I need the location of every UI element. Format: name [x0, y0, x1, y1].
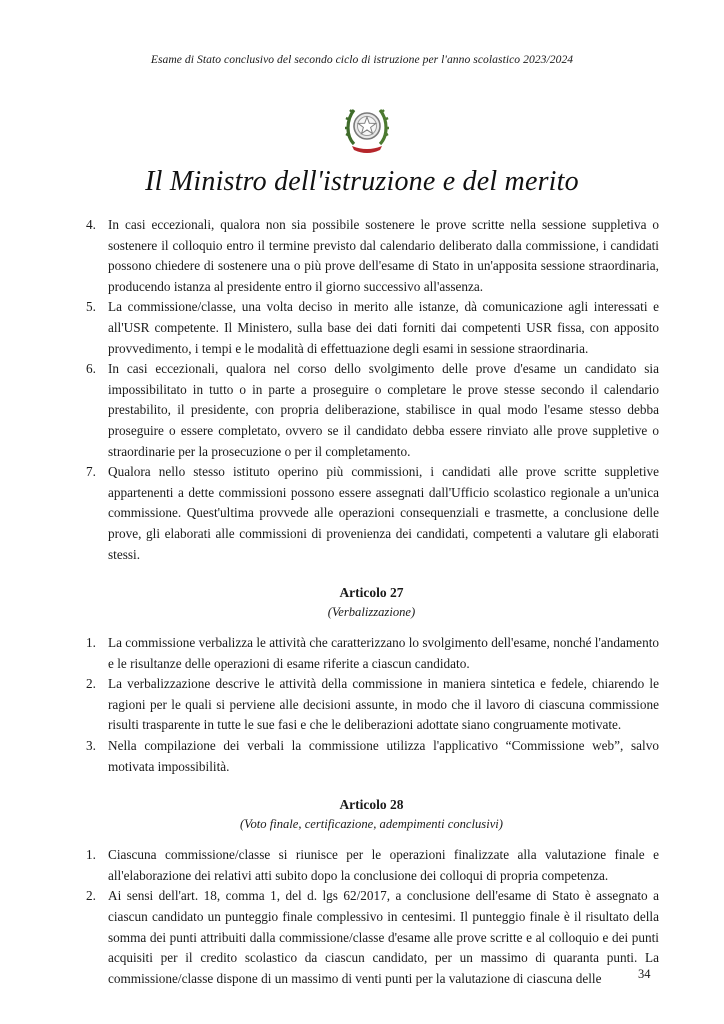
article-27-subtitle: (Verbalizzazione) — [327, 605, 416, 620]
running-header: Esame di Stato conclusivo del secondo ciclo di istruzione per l'anno scolastico 2023/2024 — [150, 53, 574, 66]
list-item — [84, 462, 659, 565]
list-item — [84, 215, 659, 297]
item-text: In casi eccezionali, qualora nel corso dello svolgimento delle prove d'esame un candidato sia impossibilitato in tutto o in parte a proseguire o completare le prove stesse secondo il calendario prestabilito, il presidente, con propria deliberazione, stabilisce in qual modo l'esame stesso debba proseguire o essere completato, ovvero se il candidato debba essere rinviato alle prove suppletive o straordinarie per la prosecuzione o per il completamento. — [108, 361, 659, 459]
item-number: 3. — [86, 738, 96, 754]
item-number: 4. — [86, 217, 96, 232]
item-text: Ciascuna commissione/classe si riunisce per le operazioni finalizzate alla valutazione finale e all'elaborazione dei relativi atti subito dopo la conclusione dei colloqui di propria competenza. — [108, 847, 659, 883]
item-text: La verbalizzazione descrive le attività della commissione in maniera sintetica e fedele, chiarendo le ragioni per le quali si perviene alle decisioni assunte, in modo che il lavoro di ciascuna commissione risulti trasparente in tutte le sue fasi e che le deliberazioni adottate siano congruamente motivate. — [108, 676, 659, 733]
italian-republic-emblem-icon — [344, 100, 390, 156]
article-28-title: Articolo 28 — [339, 797, 404, 813]
item-text: In casi eccezionali, qualora non sia possibile sostenere le prove scritte nella sessione suppletiva o sostenere il colloquio entro il termine previsto dal calendario deliberato dalla commissione, i candidati possono chiedere di sostenere una o più prove dell'esame di Stato in un'apposita sessione straordinaria, producendo istanza al presidente entro il giorno successivo all'assenza. — [108, 217, 659, 294]
item-text: Qualora nello stesso istituto operino più commissioni, i candidati alle prove scritte suppletive appartenenti a dette commissioni possono essere assegnati dall'Ufficio scolastico regionale a un'unica commissione. Quest'ultima provvede alle operazioni consequenziali e trasmette, a conclusione delle prove, gli elaborati alle commissioni di provenienza dei candidati, competenti a valutare gli elaborati stessi. — [108, 464, 659, 562]
article-28-subtitle: (Voto finale, certificazione, adempimenti conclusivi) — [239, 817, 503, 832]
item-number: 1. — [86, 847, 96, 863]
article-27-list — [84, 633, 659, 777]
item-text: La commissione/classe, una volta deciso in merito alle istanze, dà comunicazione agli interessati e all'USR competente. Il Ministero, sulla base dei dati forniti dai competenti USR fissa, con apposito provvedimento, i tempi e le modalità di effettuazione degli esami in sessione straordinaria. — [108, 299, 659, 356]
list-item — [84, 845, 659, 886]
list-item — [84, 633, 659, 674]
item-number: 7. — [86, 464, 96, 480]
item-text: Ai sensi dell'art. 18, comma 1, del d. lgs 62/2017, a conclusione dell'esame di Stato è assegnato a ciascun candidato un punteggio finale complessivo in centesimi. Il punteggio finale è il risultato della somma dei punti attribuiti dalla commissione/classe d'esame alle prove scritte e al colloquio e dei punti acquisiti per il credito scolastico da ciascun candidato, per un massimo di quaranta punti. La commissione/classe dispone di un massimo di venti punti per la valutazione di ciascuna delle — [108, 888, 659, 986]
item-number: 2. — [86, 676, 96, 692]
item-text: Nella compilazione dei verbali la commissione utilizza l'applicativo “Commissione web”, salvo motivata impossibilità. — [108, 738, 659, 774]
item-number: 6. — [86, 361, 96, 377]
article-26-continuation-list — [84, 215, 659, 565]
item-number: 2. — [86, 888, 96, 904]
ministry-heading: Il Ministro dell'istruzione e del merito — [145, 166, 579, 197]
page-number: 34 — [638, 967, 651, 981]
list-item — [84, 886, 659, 989]
item-number: 5. — [86, 299, 96, 315]
article-27-title: Articolo 27 — [339, 585, 404, 601]
article-28-list — [84, 845, 659, 989]
list-item — [84, 736, 659, 777]
document-body — [84, 215, 659, 989]
item-number: 1. — [86, 635, 96, 651]
list-item — [84, 674, 659, 736]
list-item — [84, 297, 659, 359]
item-text: La commissione verbalizza le attività che caratterizzano lo svolgimento dell'esame, nonché l'andamento e le risultanze delle operazioni di esame riferite a ciascun candidato. — [108, 635, 659, 671]
list-item — [84, 359, 659, 462]
